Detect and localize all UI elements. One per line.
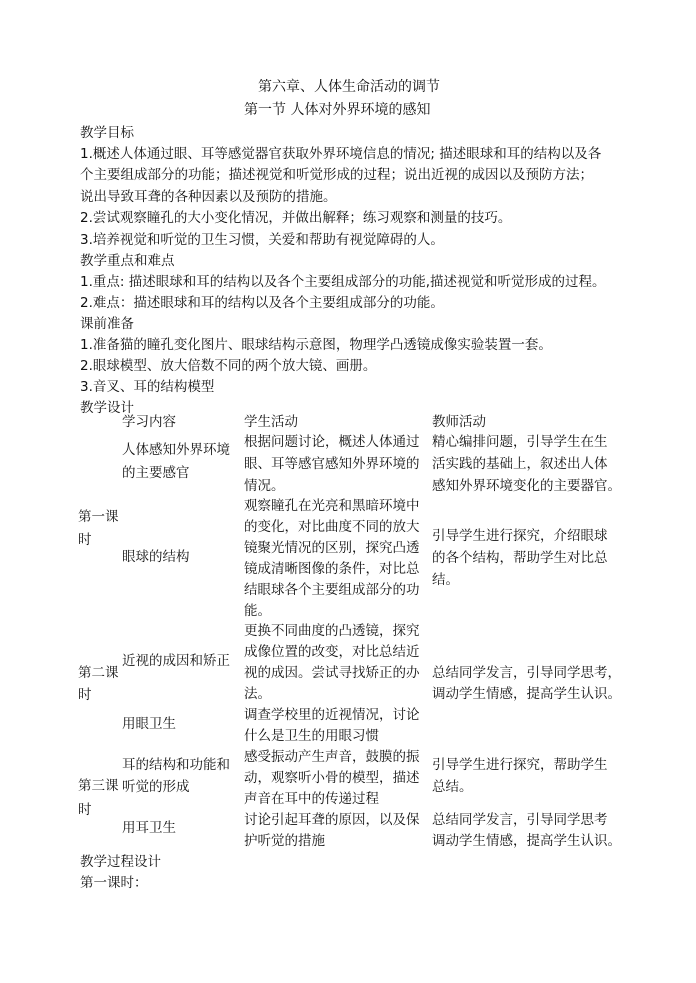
- teacher-cell: 感知外界环境变化的主要器官。: [432, 478, 621, 494]
- objective-line: 3.培养视觉和听觉的卫生习惯，关爱和帮助有视觉障碍的人。: [80, 232, 444, 248]
- student-cell: 动，观察听小骨的模型，描述: [244, 770, 420, 786]
- content-cell: 用耳卫生: [122, 820, 176, 836]
- design-heading: 教学设计: [80, 400, 134, 416]
- header-content: 学习内容: [122, 414, 176, 430]
- student-cell: 视的成因。尝试寻找矫正的办: [244, 665, 420, 681]
- student-cell: 根据问题讨论，概述人体通过: [244, 434, 420, 450]
- preparation-line: 3.音叉、耳的结构模型: [80, 379, 215, 395]
- objective-line: 2.尝试观察瞳孔的大小变化情况，并做出解释；练习观察和测量的技巧。: [80, 210, 512, 226]
- first-period-label: 第一课时：: [80, 875, 148, 891]
- teacher-cell: 总结。: [432, 779, 473, 795]
- objectives-heading: 教学目标: [80, 125, 134, 141]
- content-cell: 的主要感官: [122, 465, 190, 481]
- chapter-title: 第六章、人体生命活动的调节: [258, 79, 440, 95]
- period-label: 第二课: [78, 665, 119, 681]
- teacher-cell: 的各个结构，帮助学生对比总: [432, 550, 608, 566]
- student-cell: 法。: [244, 686, 271, 702]
- teacher-cell: 引导学生进行探究，帮助学生: [432, 757, 608, 773]
- preparation-line: 2.眼球模型、放大倍数不同的两个放大镜、画册。: [80, 358, 377, 374]
- objective-line: 1.概述人体通过眼、耳等感觉器官获取外界环境信息的情况; 描述眼球和耳的结构以及各: [80, 146, 602, 162]
- student-cell: 声音在耳中的传递过程: [244, 791, 379, 807]
- student-cell: 镜聚光情况的区别，探究凸透: [244, 540, 420, 556]
- student-cell: 结眼球各个主要组成部分的功: [244, 582, 420, 598]
- content-cell: 听觉的形成: [122, 779, 190, 795]
- student-cell: 调查学校里的近视情况，讨论: [244, 707, 420, 723]
- student-cell: 观察瞳孔在光亮和黑暗环境中: [244, 498, 420, 514]
- teacher-cell: 调动学生情感，提高学生认识。: [432, 686, 621, 702]
- header-teacher: 教师活动: [432, 414, 486, 430]
- teacher-cell: 引导学生进行探究，介绍眼球: [432, 528, 608, 544]
- period-label: 第一课: [78, 509, 119, 525]
- period-label: 第三课: [78, 778, 119, 794]
- key-points-heading: 教学重点和难点: [80, 253, 175, 269]
- teacher-cell: 总结同学发言，引导同学思考: [432, 812, 608, 828]
- teacher-cell: 精心编排问题，引导学生在生: [432, 434, 608, 450]
- period-label: 时: [78, 532, 92, 548]
- student-cell: 镜成清晰图像的条件，对比总: [244, 561, 420, 577]
- student-cell: 能。: [244, 603, 271, 619]
- preparation-heading: 课前准备: [80, 316, 134, 332]
- student-cell: 讨论引起耳聋的原因，以及保: [244, 812, 420, 828]
- student-cell: 更换不同曲度的凸透镜，探究: [244, 623, 420, 639]
- section-title: 第一节 人体对外界环境的感知: [244, 102, 431, 118]
- student-cell: 感受振动产生声音，鼓膜的振: [244, 749, 420, 765]
- teacher-cell: 活实践的基础上，叙述出人体: [432, 456, 608, 472]
- student-cell: 成像位置的改变，对比总结近: [244, 644, 420, 660]
- student-cell: 眼、耳等感官感知外界环境的: [244, 456, 420, 472]
- teacher-cell: 总结同学发言，引导同学思考，: [432, 665, 621, 681]
- teacher-cell: 结。: [432, 572, 459, 588]
- content-cell: 近视的成因和矫正: [122, 653, 230, 669]
- objective-line: 说出导致耳聋的各种因素以及预防的措施。: [80, 189, 337, 205]
- objective-line: 个主要组成部分的功能；描述视觉和听觉形成的过程；说出近视的成因以及预防方法；: [80, 167, 593, 183]
- student-cell: 什么是卫生的用眼习惯: [244, 728, 379, 744]
- student-cell: 的变化，对比曲度不同的放大: [244, 519, 420, 535]
- content-cell: 眼球的结构: [122, 549, 190, 565]
- key-point-line: 1.重点: 描述眼球和耳的结构以及各个主要组成部分的功能,描述视觉和听觉形成的过程。: [80, 274, 606, 290]
- student-cell: 护听觉的措施: [244, 833, 325, 849]
- content-cell: 耳的结构和功能和: [122, 757, 230, 773]
- key-point-line: 2.难点：描述眼球和耳的结构以及各个主要组成部分的功能。: [80, 295, 444, 311]
- period-label: 时: [78, 687, 92, 703]
- student-cell: 情况。: [244, 478, 285, 494]
- period-label: 时: [78, 802, 92, 818]
- header-student: 学生活动: [244, 414, 298, 430]
- content-cell: 用眼卫生: [122, 716, 176, 732]
- content-cell: 人体感知外界环境: [122, 442, 230, 458]
- process-heading: 教学过程设计: [80, 854, 161, 870]
- preparation-line: 1.准备猫的瞳孔变化图片、眼球结构示意图，物理学凸透镜成像实验装置一套。: [80, 337, 552, 353]
- teacher-cell: 调动学生情感，提高学生认识。: [432, 833, 621, 849]
